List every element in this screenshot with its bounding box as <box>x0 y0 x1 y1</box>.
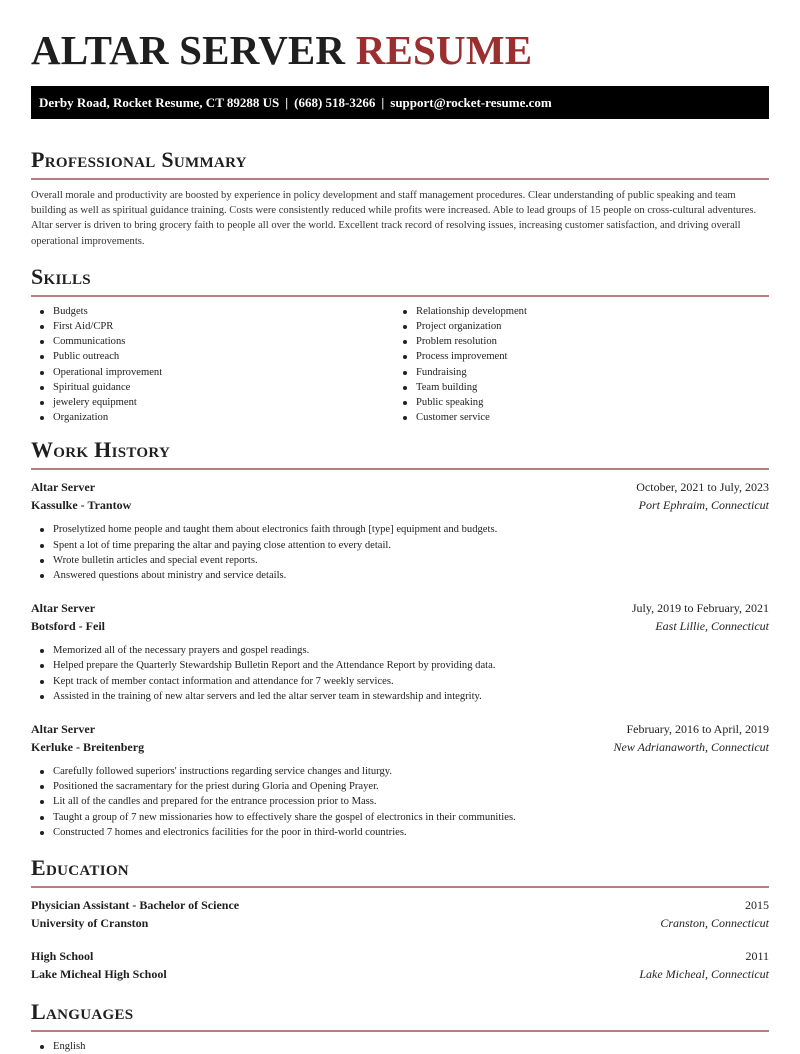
education-degree: High School <box>31 949 94 964</box>
skill-item: Public outreach <box>31 349 394 364</box>
education-school: Lake Micheal High School <box>31 967 167 982</box>
skill-item: Project organization <box>394 319 757 334</box>
education-year: 2015 <box>745 898 769 913</box>
section-divider <box>31 1030 769 1032</box>
education-school-row <box>31 965 769 983</box>
skills-grid <box>31 304 769 426</box>
job-bullet: Kept track of member contact information and attendance for 7 weekly services. <box>31 674 769 689</box>
job-bullet: Memorized all of the necessary prayers and gospel readings. <box>31 643 769 658</box>
job-company: Kassulke - Trantow <box>31 498 132 513</box>
summary-heading: Professional Summary <box>31 147 247 172</box>
skill-item: Operational improvement <box>31 365 394 380</box>
job-bullet: Spent a lot of time preparing the altar and paying close attention to every detail. <box>31 538 769 553</box>
job-bullet: Positioned the sacramentary for the priest during Gloria and Opening Prayer. <box>31 779 769 794</box>
skill-item: Spiritual guidance <box>31 380 394 395</box>
work-history-heading: Work History <box>31 437 171 463</box>
job-location: New Adrianaworth, Connecticut <box>613 740 769 755</box>
skills-heading: Skills <box>31 263 91 289</box>
job-dates: February, 2016 to April, 2019 <box>626 722 769 737</box>
education-year: 2011 <box>745 949 769 964</box>
languages-heading: Languages <box>31 999 134 1025</box>
education-degree: Physician Assistant - Bachelor of Science <box>31 898 240 913</box>
skill-item: Team building <box>394 380 757 395</box>
job-entry <box>31 599 769 704</box>
job-company-row <box>31 496 769 514</box>
job-bullet: Assisted in the training of new altar servers and led the altar server team in stewardship and integrity. <box>31 689 769 704</box>
job-dates: July, 2019 to February, 2021 <box>631 601 769 616</box>
contact-email[interactable]: support@rocket-resume.com <box>390 95 552 110</box>
job-company: Kerluke - Breitenberg <box>31 740 145 755</box>
skill-item: First Aid/CPR <box>31 319 394 334</box>
skill-item: Problem resolution <box>394 334 757 349</box>
education-header-row <box>31 947 769 965</box>
education-entry <box>31 896 769 932</box>
job-bullet-list <box>31 764 769 840</box>
skills-list-right <box>394 304 757 426</box>
job-bullet-list <box>31 522 769 583</box>
languages-section <box>31 999 769 1054</box>
skill-item: Communications <box>31 334 394 349</box>
job-bullet: Lit all of the candles and prepared for the entrance procession prior to Mass. <box>31 794 769 809</box>
job-header-row <box>31 478 769 496</box>
title-accent: RESUME <box>355 27 533 73</box>
job-company-row <box>31 738 769 756</box>
skill-item: Public speaking <box>394 395 757 410</box>
skill-item: Organization <box>31 410 394 425</box>
skill-item: jewelery equipment <box>31 395 394 410</box>
job-header-row <box>31 720 769 738</box>
job-bullet: Constructed 7 homes and electronics facilities for the poor in third-world countries. <box>31 825 769 840</box>
job-company: Botsford - Feil <box>31 619 105 634</box>
resume-page <box>31 0 769 1054</box>
education-entry <box>31 947 769 983</box>
job-bullet: Proselytized home people and taught them about electronics faith through [type] equipment and budgets. <box>31 522 769 537</box>
education-school: University of Cranston <box>31 916 149 931</box>
job-bullet: Helped prepare the Quarterly Stewardship Bulletin Report and the Attendance Report by providing data. <box>31 658 769 673</box>
education-location: Cranston, Connecticut <box>660 916 769 931</box>
job-company-row <box>31 617 769 635</box>
contact-separator: | <box>381 95 385 110</box>
contact-address: Derby Road, Rocket Resume, CT 89288 US <box>39 95 280 110</box>
section-divider <box>31 295 769 297</box>
summary-text: Overall morale and productivity are boosted by experience in policy development and staff management procedures. Clear understanding of public speaking and team building as well as spiritual guidance training. Costs were consistently reduced while profits were increased. Able to lead groups of 15 people on cross-cultural adventures. Altar server is driven to bring grocery faith to people all over the world. Excellent track record of resolving issues, increasing customer satisfaction, and driving overall operational improvements. <box>31 190 757 247</box>
section-divider <box>31 886 769 888</box>
section-divider <box>31 178 769 180</box>
contact-phone[interactable]: (668) 518-3266 <box>294 95 376 110</box>
skill-item: Relationship development <box>394 304 757 319</box>
job-bullet-list <box>31 643 769 704</box>
skill-item: Customer service <box>394 410 757 425</box>
job-location: Port Ephraim, Connecticut <box>638 498 769 513</box>
job-dates: October, 2021 to July, 2023 <box>636 480 769 495</box>
job-title: Altar Server <box>31 601 96 616</box>
summary-section <box>31 147 769 249</box>
resume-title <box>31 27 769 73</box>
job-bullet: Carefully followed superiors' instructions regarding service changes and liturgy. <box>31 764 769 779</box>
language-item: English <box>31 1039 769 1054</box>
education-header-row <box>31 896 769 914</box>
skills-list-left <box>31 304 394 426</box>
job-entry <box>31 720 769 840</box>
work-history-section <box>31 437 769 840</box>
education-school-row <box>31 914 769 932</box>
job-bullet: Taught a group of 7 new missionaries how to effectively share the gospel of electronics in their communities. <box>31 810 769 825</box>
skills-section <box>31 264 769 426</box>
job-header-row <box>31 599 769 617</box>
education-section <box>31 855 769 983</box>
skill-item: Fundraising <box>394 365 757 380</box>
job-title: Altar Server <box>31 722 96 737</box>
job-entry <box>31 478 769 583</box>
skill-item: Process improvement <box>394 349 757 364</box>
job-title: Altar Server <box>31 480 96 495</box>
education-location: Lake Micheal, Connecticut <box>639 967 769 982</box>
contact-bar <box>31 86 769 119</box>
education-heading: Education <box>31 855 129 881</box>
job-bullet: Answered questions about ministry and service details. <box>31 568 769 583</box>
job-location: East Lillie, Connecticut <box>655 619 769 634</box>
section-divider <box>31 468 769 470</box>
title-main: ALTAR SERVER <box>31 27 346 73</box>
languages-list <box>31 1039 769 1054</box>
job-bullet: Wrote bulletin articles and special event reports. <box>31 553 769 568</box>
skill-item: Budgets <box>31 304 394 319</box>
contact-separator: | <box>285 95 289 110</box>
